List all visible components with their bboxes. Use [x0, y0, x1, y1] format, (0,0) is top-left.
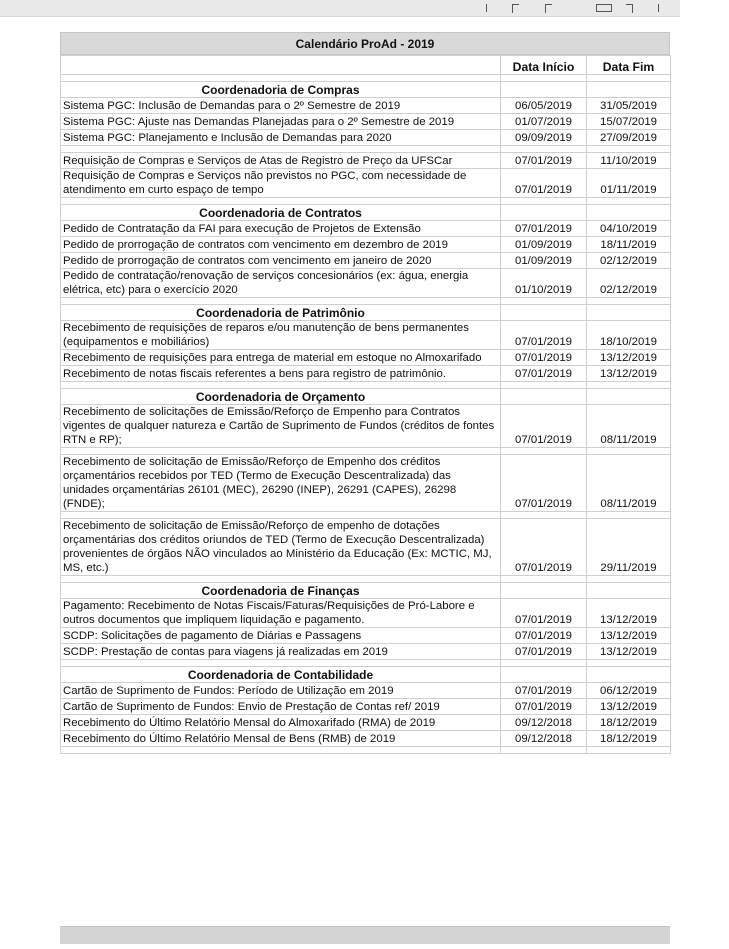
section-header-row [61, 389, 671, 405]
start-date: 07/01/2019 [501, 405, 587, 448]
start-date: 07/01/2019 [501, 350, 587, 366]
table-row [61, 153, 671, 169]
toolbar-bracket-icon [545, 4, 552, 13]
section-header-row [61, 305, 671, 321]
section-empty-cell [587, 667, 671, 683]
table-row [61, 350, 671, 366]
spacer-row [61, 146, 671, 153]
spacer-cell [587, 75, 671, 82]
start-date: 01/07/2019 [501, 114, 587, 130]
spacer-cell [501, 298, 587, 305]
section-empty-cell [501, 82, 587, 98]
table-row [61, 169, 671, 198]
table-row [61, 98, 671, 114]
spacer-cell [61, 75, 501, 82]
spacer-cell [587, 298, 671, 305]
section-header-row [61, 82, 671, 98]
end-date: 27/09/2019 [587, 130, 671, 146]
end-date: 08/11/2019 [587, 405, 671, 448]
end-date: 13/12/2019 [587, 350, 671, 366]
end-date: 31/05/2019 [587, 98, 671, 114]
end-date: 08/11/2019 [587, 455, 671, 512]
activity-description: Sistema PGC: Ajuste nas Demandas Planejadas para o 2º Semestre de 2019 [61, 114, 501, 130]
table-row [61, 644, 671, 660]
activity-description: Recebimento do Último Relatório Mensal do Almoxarifado (RMA) de 2019 [61, 715, 501, 731]
column-header-row [61, 56, 671, 75]
toolbar-bracket-icon [512, 4, 519, 13]
section-header-row [61, 583, 671, 599]
end-date: 06/12/2019 [587, 683, 671, 699]
activity-description: Recebimento de requisições para entrega de material em estoque no Almoxarifado [61, 350, 501, 366]
activity-description: Recebimento de solicitação de Emissão/Reforço de Empenho dos créditos orçamentários recebidos por TED (Termo de Execução Descentralizada) das unidades orçamentárias 26101 (MEC), 26290 (INEP), 26291 (CAPES), 26298 (FNDE); [61, 455, 501, 512]
table-row [61, 366, 671, 382]
spacer-cell [501, 75, 587, 82]
section-title: Coordenadoria de Patrimônio [61, 305, 501, 321]
spacer-cell [61, 198, 501, 205]
spacer-row [61, 576, 671, 583]
activity-description: SCDP: Prestação de contas para viagens já realizadas em 2019 [61, 644, 501, 660]
section-empty-cell [587, 389, 671, 405]
spacer-cell [587, 747, 671, 754]
table-row [61, 455, 671, 512]
table-row [61, 269, 671, 298]
start-date: 07/01/2019 [501, 455, 587, 512]
spacer-cell [61, 146, 501, 153]
spacer-cell [61, 512, 501, 519]
table-row [61, 405, 671, 448]
start-date: 07/01/2019 [501, 221, 587, 237]
table-row [61, 321, 671, 350]
spacer-cell [61, 660, 501, 667]
end-date: 11/10/2019 [587, 153, 671, 169]
spacer-cell [501, 512, 587, 519]
section-header-row [61, 205, 671, 221]
spacer-cell [587, 576, 671, 583]
end-date: 13/12/2019 [587, 699, 671, 715]
activity-description: Cartão de Suprimento de Fundos: Envio de Prestação de Contas ref/ 2019 [61, 699, 501, 715]
activity-description: Sistema PGC: Inclusão de Demandas para o 2º Semestre de 2019 [61, 98, 501, 114]
table-row [61, 628, 671, 644]
spacer-cell [61, 448, 501, 455]
toolbar-strip [0, 0, 680, 17]
end-date: 18/12/2019 [587, 715, 671, 731]
start-date: 09/09/2019 [501, 130, 587, 146]
header-empty-cell [61, 56, 501, 75]
activity-description: Recebimento de notas fiscais referentes a bens para registro de patrimônio. [61, 366, 501, 382]
toolbar-divider-icon [658, 4, 659, 12]
spacer-row [61, 198, 671, 205]
section-empty-cell [587, 82, 671, 98]
spacer-cell [501, 576, 587, 583]
section-empty-cell [501, 667, 587, 683]
spacer-cell [587, 382, 671, 389]
table-row [61, 731, 671, 747]
spacer-cell [501, 198, 587, 205]
footer-strip [60, 926, 670, 944]
start-date: 07/01/2019 [501, 321, 587, 350]
spacer-row [61, 382, 671, 389]
spacer-cell [587, 448, 671, 455]
activity-description: Recebimento de solicitação de Emissão/Reforço de empenho de dotações orçamentárias dos créditos oriundos de TED (Termo de Execução Descentralizada) provenientes de órgãos NÃO vinculados ao Ministério da Educação (Ex: MCTIC, MJ, MS, etc.) [61, 519, 501, 576]
end-date: 18/12/2019 [587, 731, 671, 747]
section-empty-cell [587, 205, 671, 221]
end-date: 13/12/2019 [587, 644, 671, 660]
toolbar-divider-icon [486, 4, 487, 12]
spacer-row [61, 747, 671, 754]
activity-description: Pedido de prorrogação de contratos com vencimento em dezembro de 2019 [61, 237, 501, 253]
start-date: 07/01/2019 [501, 644, 587, 660]
table-row [61, 130, 671, 146]
end-date: 01/11/2019 [587, 169, 671, 198]
spacer-row [61, 512, 671, 519]
start-date: 07/01/2019 [501, 153, 587, 169]
end-date: 02/12/2019 [587, 253, 671, 269]
spacer-row [61, 660, 671, 667]
section-empty-cell [501, 305, 587, 321]
column-header-end: Data Fim [587, 56, 671, 75]
calendar-table [60, 55, 671, 754]
activity-description: Pedido de prorrogação de contratos com vencimento em janeiro de 2020 [61, 253, 501, 269]
section-title: Coordenadoria de Finanças [61, 583, 501, 599]
toolbar-bracket-icon [626, 4, 633, 13]
spacer-cell [587, 198, 671, 205]
start-date: 07/01/2019 [501, 683, 587, 699]
start-date: 07/01/2019 [501, 699, 587, 715]
end-date: 02/12/2019 [587, 269, 671, 298]
spacer-cell [61, 576, 501, 583]
table-row [61, 237, 671, 253]
section-title: Coordenadoria de Compras [61, 82, 501, 98]
end-date: 29/11/2019 [587, 519, 671, 576]
activity-description: Requisição de Compras e Serviços não previstos no PGC, com necessidade de atendimento em curto espaço de tempo [61, 169, 501, 198]
table-row [61, 221, 671, 237]
start-date: 07/01/2019 [501, 366, 587, 382]
start-date: 07/01/2019 [501, 628, 587, 644]
spacer-cell [501, 382, 587, 389]
end-date: 13/12/2019 [587, 366, 671, 382]
spacer-cell [501, 747, 587, 754]
activity-description: Recebimento de solicitações de Emissão/Reforço de Empenho para Contratos vigentes de qualquer natureza e Cartão de Suprimento de Fundos (créditos de fontes RTN e RP); [61, 405, 501, 448]
activity-description: Recebimento de requisições de reparos e/ou manutenção de bens permanentes (equipamentos e mobiliários) [61, 321, 501, 350]
start-date: 09/12/2018 [501, 715, 587, 731]
section-title: Coordenadoria de Contabilidade [61, 667, 501, 683]
table-row [61, 519, 671, 576]
table-row [61, 715, 671, 731]
spacer-row [61, 75, 671, 82]
start-date: 09/12/2018 [501, 731, 587, 747]
calendar-sheet [60, 32, 670, 754]
spacer-cell [587, 146, 671, 153]
spacer-cell [61, 747, 501, 754]
end-date: 18/11/2019 [587, 237, 671, 253]
start-date: 07/01/2019 [501, 169, 587, 198]
table-row [61, 699, 671, 715]
table-row [61, 114, 671, 130]
section-empty-cell [501, 205, 587, 221]
table-row [61, 253, 671, 269]
section-header-row [61, 667, 671, 683]
end-date: 18/10/2019 [587, 321, 671, 350]
spacer-cell [501, 448, 587, 455]
start-date: 06/05/2019 [501, 98, 587, 114]
spacer-row [61, 298, 671, 305]
section-title: Coordenadoria de Contratos [61, 205, 501, 221]
end-date: 15/07/2019 [587, 114, 671, 130]
spacer-cell [587, 512, 671, 519]
spacer-cell [501, 660, 587, 667]
activity-description: Recebimento do Último Relatório Mensal de Bens (RMB) de 2019 [61, 731, 501, 747]
toolbar-box-icon [596, 4, 612, 12]
spacer-cell [61, 382, 501, 389]
section-empty-cell [501, 389, 587, 405]
spacer-cell [587, 660, 671, 667]
spacer-row [61, 448, 671, 455]
start-date: 07/01/2019 [501, 599, 587, 628]
activity-description: Pagamento: Recebimento de Notas Fiscais/Faturas/Requisições de Pró-Labore e outros documentos que impliquem liquidação e pagamento. [61, 599, 501, 628]
activity-description: Pedido de Contratação da FAI para execução de Projetos de Extensão [61, 221, 501, 237]
start-date: 01/09/2019 [501, 237, 587, 253]
activity-description: Cartão de Suprimento de Fundos: Período de Utilização em 2019 [61, 683, 501, 699]
start-date: 01/09/2019 [501, 253, 587, 269]
start-date: 07/01/2019 [501, 519, 587, 576]
spacer-cell [61, 298, 501, 305]
end-date: 13/12/2019 [587, 628, 671, 644]
activity-description: Pedido de contratação/renovação de serviços concesionários (ex: água, energia elétrica, etc) para o exercício 2020 [61, 269, 501, 298]
table-row [61, 683, 671, 699]
table-row [61, 599, 671, 628]
end-date: 13/12/2019 [587, 599, 671, 628]
end-date: 04/10/2019 [587, 221, 671, 237]
section-title: Coordenadoria de Orçamento [61, 389, 501, 405]
section-empty-cell [587, 305, 671, 321]
activity-description: Requisição de Compras e Serviços de Atas de Registro de Preço da UFSCar [61, 153, 501, 169]
column-header-start: Data Início [501, 56, 587, 75]
spacer-cell [501, 146, 587, 153]
section-empty-cell [501, 583, 587, 599]
document-title: Calendário ProAd - 2019 [60, 32, 670, 55]
start-date: 01/10/2019 [501, 269, 587, 298]
section-empty-cell [587, 583, 671, 599]
activity-description: SCDP: Solicitações de pagamento de Diárias e Passagens [61, 628, 501, 644]
activity-description: Sistema PGC: Planejamento e Inclusão de Demandas para 2020 [61, 130, 501, 146]
